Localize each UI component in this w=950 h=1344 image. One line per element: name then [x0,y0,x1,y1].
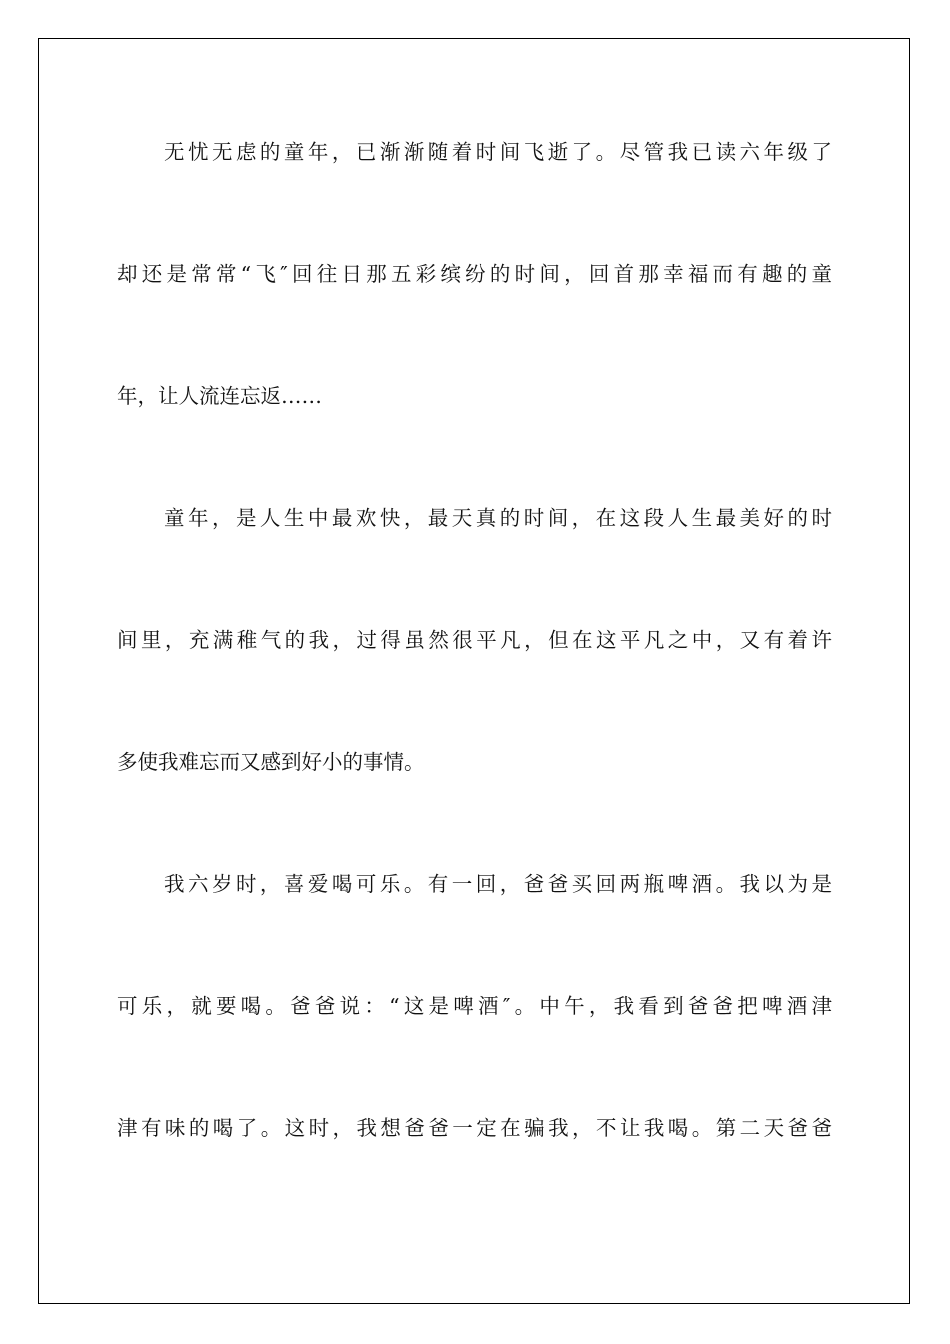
text-line: 可乐，就要喝。爸爸说：“这是啤酒″。中午，我看到爸爸把啤酒津 [117,994,832,1018]
text-line: 津有味的喝了。这时，我想爸爸一定在骗我，不让我喝。第二天爸爸 [117,1116,832,1140]
text-line: 多使我难忘而又感到好小的事情。 [117,750,425,774]
text-line: 童年，是人生中最欢快，最天真的时间，在这段人生最美好的时 [164,506,832,530]
text-line: 年，让人流连忘返…… [117,384,322,408]
text-line: 无忧无虑的童年，已渐渐随着时间飞逝了。尽管我已读六年级了 [164,140,832,164]
text-line: 却还是常常“飞″回往日那五彩缤纷的时间，回首那幸福而有趣的童 [117,262,832,286]
text-line: 我六岁时，喜爱喝可乐。有一回，爸爸买回两瓶啤酒。我以为是 [164,872,832,896]
text-line: 间里，充满稚气的我，过得虽然很平凡，但在这平凡之中，又有着许 [117,628,832,652]
